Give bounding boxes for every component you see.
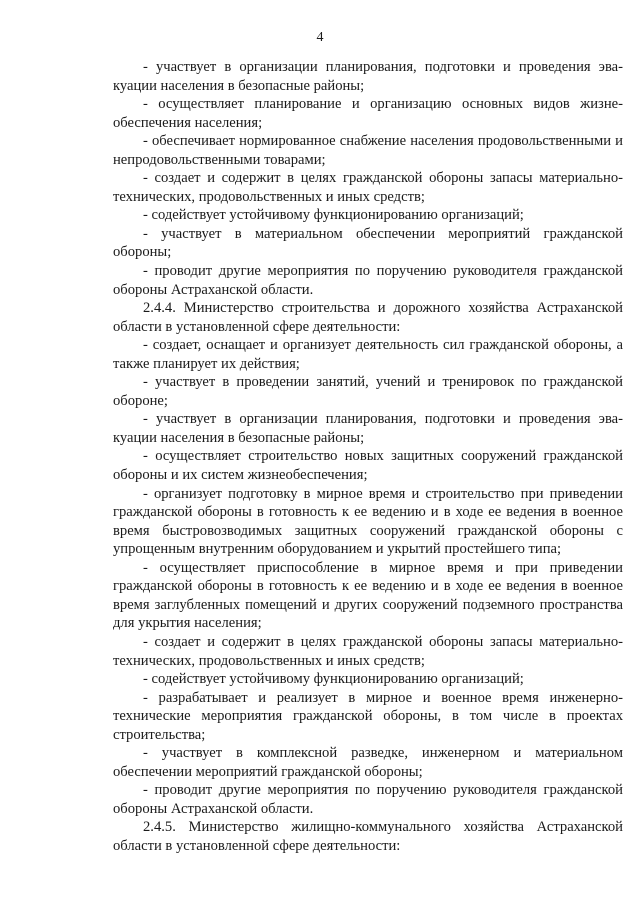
paragraph: - содействует устойчивому функционированию организаций; bbox=[143, 671, 524, 688]
paragraph: - разрабатывает и реализует в мирное и военное время инженерно-технические мероприятия гражданской обороны, в том числе в проектах строительства; bbox=[113, 689, 623, 743]
paragraph: - создает и содержит в целях гражданской обороны запасы материально-технических, продовольственных и иных средств; bbox=[113, 633, 623, 669]
paragraph: - создает, оснащает и организует деятельность сил гражданской обороны, а также планирует их действия; bbox=[113, 337, 623, 372]
paragraph: - участвует в организации планирования, подготовки и проведения эвакуации населения в безопасные районы; bbox=[113, 411, 623, 446]
paragraph: - осуществляет планирование и организацию основных видов жизнеобеспечения населения; bbox=[113, 96, 623, 131]
paragraph: - содействует устойчивому функционированию организаций; bbox=[143, 207, 524, 224]
paragraph: - проводит другие мероприятия по поручению руководителя гражданской обороны Астраханской области. bbox=[113, 263, 623, 298]
paragraph: - обеспечивает нормированное снабжение населения продовольственными и непродовольственными товарами; bbox=[113, 133, 623, 168]
paragraph: - создает и содержит в целях гражданской обороны запасы материально-технических, продовольственных и иных средств; bbox=[113, 170, 623, 205]
section-heading-2-4-5: 2.4.5. Министерство жилищно-коммунального хозяйства Астраханской области в установленной сфере деятельности: bbox=[113, 819, 623, 854]
paragraph: - проводит другие мероприятия по поручению руководителя гражданской обороны Астраханской области. bbox=[113, 782, 623, 817]
page-number: 4 bbox=[316, 30, 324, 45]
paragraph: - осуществляет строительство новых защитных сооружений гражданской обороны и их систем жизнеобеспечения; bbox=[113, 448, 623, 484]
document-body bbox=[113, 58, 623, 856]
paragraph: - участвует в материальном обеспечении мероприятий гражданской обороны; bbox=[113, 225, 623, 261]
paragraph: - участвует в организации планирования, подготовки и проведения эвакуации населения в безопасные районы; bbox=[113, 59, 623, 94]
paragraph: - осуществляет приспособление в мирное время и при приведении гражданской обороны в готовность к ее ведению и в ходе ее ведения в военное время заглубленных помещений и других сооружений подземного пространства для укрытия населения; bbox=[113, 559, 623, 632]
section-heading-2-4-4: 2.4.4. Министерство строительства и дорожного хозяйства Астраханской области в установленной сфере деятельности: bbox=[113, 300, 623, 335]
paragraph: - участвует в комплексной разведке, инженерном и материальном обеспечении мероприятий гражданской обороны; bbox=[113, 745, 623, 780]
paragraph: - участвует в проведении занятий, учений и тренировок по гражданской обороне; bbox=[113, 374, 623, 409]
paragraph: - организует подготовку в мирное время и строительство при приведении гражданской обороны в готовность к ее ведению и в ходе ее ведения в военное время быстровозводимых защитных сооружений гражданской обороны с упрощенным внутренним оборудованием и укрытий простейшего типа; bbox=[113, 485, 623, 558]
